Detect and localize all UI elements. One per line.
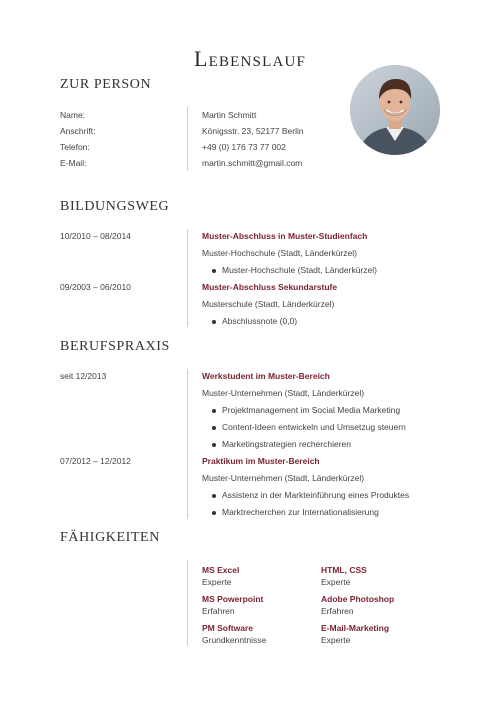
skill-level: Experte — [321, 577, 351, 587]
value-address: Königsstr. 23, 52177 Berlin — [202, 126, 304, 136]
section-title-education: BILDUNGSWEG — [60, 199, 170, 214]
education-bullet: Muster-Hochschule (Stadt, Länderkürzel) — [222, 265, 377, 275]
section-title-skills: FÄHIGKEITEN — [60, 530, 160, 545]
experience-bullet: Marktrecherchen zur Internationalisierung — [222, 507, 379, 517]
experience-title: Praktikum im Muster-Bereich — [202, 456, 320, 466]
education-bullet: Abschlussnote (0,0) — [222, 316, 298, 326]
education-institution: Musterschule (Stadt, Länderkürzel) — [202, 299, 335, 309]
education-institution: Muster-Hochschule (Stadt, Länderkürzel) — [202, 248, 357, 258]
avatar-illustration — [350, 65, 440, 155]
value-phone: +49 (0) 176 73 77 002 — [202, 142, 286, 152]
skill-name: HTML, CSS — [321, 565, 367, 575]
experience-period: seit 12/2013 — [60, 371, 107, 381]
skill-level: Erfahren — [321, 606, 354, 616]
divider-education — [187, 229, 188, 327]
skill-level: Experte — [321, 635, 351, 645]
experience-bullet: Projektmanagement im Social Media Marketing — [222, 405, 401, 415]
skill-name: MS Powerpoint — [202, 594, 264, 604]
experience-bullet: Content-Ideen entwickeln und Umsetzug steuern — [222, 422, 406, 432]
skill-name: PM Software — [202, 623, 254, 633]
skill-name: E-Mail-Marketing — [321, 623, 390, 633]
education-period: 09/2003 – 06/2010 — [60, 282, 131, 292]
skill-level: Grundkenntnisse — [202, 635, 267, 645]
experience-period: 07/2012 – 12/2012 — [60, 456, 131, 466]
education-period: 10/2010 – 08/2014 — [60, 231, 131, 241]
page-title: Lebenslauf — [193, 46, 307, 71]
skill-level: Experte — [202, 577, 232, 587]
divider-experience — [187, 369, 188, 519]
label-email: E-Mail: — [60, 158, 87, 168]
label-address: Anschrift: — [60, 126, 96, 136]
section-title-experience: BERUFSPRAXIS — [60, 339, 170, 354]
profile-photo — [350, 65, 440, 155]
label-name: Name: — [60, 110, 86, 120]
value-email[interactable]: martin.schmitt@gmail.com — [202, 158, 303, 168]
experience-bullet: Assistenz in der Markteinführung eines Produktes — [222, 490, 410, 500]
education-title: Muster-Abschluss Sekundarstufe — [202, 282, 338, 292]
skill-name: Adobe Photoshop — [321, 594, 395, 604]
experience-company: Muster-Unternehmen (Stadt, Länderkürzel) — [202, 473, 365, 483]
divider-skills — [187, 560, 188, 646]
skill-name: MS Excel — [202, 565, 240, 575]
skill-level: Erfahren — [202, 606, 235, 616]
experience-company: Muster-Unternehmen (Stadt, Länderkürzel) — [202, 388, 365, 398]
value-name: Martin Schmitt — [202, 110, 257, 120]
section-title-person: ZUR PERSON — [60, 77, 152, 92]
experience-bullet: Marketingstrategien recherchieren — [222, 439, 351, 449]
label-phone: Telefon: — [60, 142, 90, 152]
experience-title: Werkstudent im Muster-Bereich — [202, 371, 330, 381]
education-title: Muster-Abschluss in Muster-Studienfach — [202, 231, 368, 241]
divider-person — [187, 107, 188, 171]
